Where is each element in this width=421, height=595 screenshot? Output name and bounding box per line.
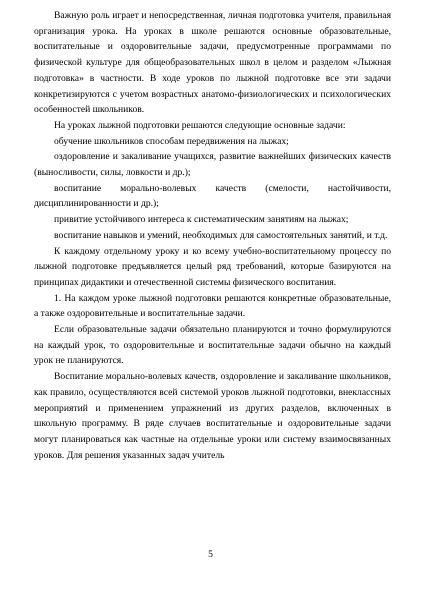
list-item-task-1: обучение школьников способам передвижения на лыжах; bbox=[54, 135, 289, 147]
list-item-task-3: воспитание морально-волевых качеств (смелости, настойчивости, дисциплинированности и др.); bbox=[34, 182, 391, 210]
page-number: 5 bbox=[208, 549, 213, 560]
paragraph-upbringing: Воспитание морально-волевых качеств, оздоровление и закаливание школьников, как правило, осуществляются всей системой уроков лыжной подготовки, внеклассных мероприятий и применением упражнений из других разделов, включенных в школьную программу. В ряде случаев воспитательные и оздоровительные задачи могут планироваться как частные на отдельные уроки или систему взаимосвязанных уроков. Для решения указанных задач учитель bbox=[34, 371, 391, 461]
paragraph-tasks-heading: На уроках лыжной подготовки решаются следующие основные задачи: bbox=[54, 119, 346, 131]
paragraph-requirement-1: 1. На каждом уроке лыжной подготовки решаются конкретные образовательные, а также оздоровительные и воспитательные задачи. bbox=[34, 292, 391, 320]
paragraph-intro: Важную роль играет и непосредственная, личная подготовка учителя, правильная организация урока. На уроках в школе решаются основные образовательные, воспитательные и оздоровительные задачи, предусмотренные программами по физической культуре для общеобразовательных школ в целом и разделом «Лыжная подготовка» в частности. В ходе уроков по лыжной подготовке все эти задачи конкретизируются с учетом возрастных анатомо-физиологических и психологических особенностей школьников. bbox=[34, 10, 391, 116]
list-item-task-5: воспитание навыков и умений, необходимых для самостоятельных занятий, и т.д. bbox=[54, 229, 388, 241]
list-item-task-4: привитие устойчивого интереса к систематическим занятиям на лыжах; bbox=[54, 214, 349, 226]
paragraph-requirements: К каждому отдельному уроку и ко всему учебно-воспитательному процессу по лыжной подготовке предъявляется целый ряд требований, которые базируются на принципах дидактики и отечественной системы физического воспитания. bbox=[34, 245, 391, 288]
document-page bbox=[34, 8, 391, 463]
list-item-task-2: оздоровление и закаливание учащихся, развитие важнейших физических качеств (выносливости, силы, ловкости и др.); bbox=[34, 151, 391, 179]
paragraph-planning: Если образовательные задачи обязательно планируются и точно формулируются на каждый урок, то оздоровительные и воспитательные задачи обычно на каждый урок не планируются. bbox=[34, 324, 391, 367]
